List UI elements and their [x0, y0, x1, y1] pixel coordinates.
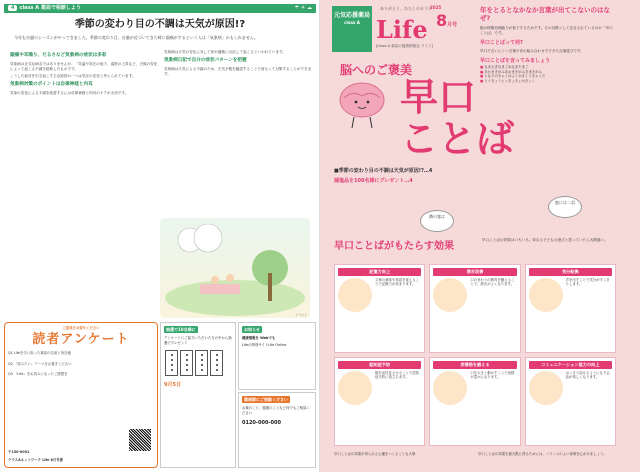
magazine-title: Life [376, 15, 428, 44]
list-item: ■ なまむぎなまごめなまたまご [480, 65, 616, 70]
survey-q3: Q3 「Life」をお読みになったご感想を [8, 372, 68, 377]
effect-card: 表情筋を鍛える 口を大きく動かすことで表情が豊かになります。 [429, 357, 520, 446]
qr-code-icon[interactable] [129, 429, 151, 451]
effect-card: コミュニケーション能力の向上 はっきり話せるようになり会話が楽しくなります。 [525, 357, 616, 446]
subhead-diary: 気象病日記で自分の症状パターンを把握 [164, 58, 247, 64]
brain-mascot-icon [334, 76, 390, 132]
tongue-twister-list [480, 65, 616, 83]
survey-intro: ご意見をお寄せください [62, 326, 100, 330]
illus-credit: イラスト [295, 312, 307, 317]
article-column-2 [164, 50, 314, 215]
paragraph: 気象病は正式な病名ではありませんが、「気温や気圧の低下、湿度の上昇など、天候の変化によって起こる不調を総称したものです。 [10, 61, 158, 71]
subhead-symptoms: 頭痛や耳鳴り、だるさなど気象病の症状は多彩 [10, 53, 107, 58]
present-title: 抽選で10名様に [166, 327, 196, 332]
survey-q1: Q1 Lifeを手に取った薬局の名前と所在地 [8, 351, 71, 356]
footer-notes [334, 452, 616, 457]
month-number: 8月号 [436, 11, 458, 30]
present-text: アンケートにご協力いただいた方の中から抽選でプレゼント [164, 336, 232, 345]
cover-title-1: 早口 [400, 74, 477, 119]
sidebar-body: 脳の情報処理能力が低下するためです。その対策として注目されているのが「早口ことば」です。 [480, 25, 613, 35]
page-number: 4 [8, 5, 17, 11]
consult-box [238, 392, 316, 468]
teaser-2: 減塩品を100名様にプレゼント…4 [334, 178, 413, 184]
cover-kicker: 脳へのご褒美 [340, 63, 413, 77]
q2-heading: 早口ことばを言ってみましょう [480, 58, 551, 65]
notice-box [238, 322, 316, 390]
article-headline: 季節の変わり目の不調は天気が原因!? [74, 19, 246, 30]
effects-desc: 早口ことばの効果はいろいろ。単なる子どもの遊びと思っていたら大間違い。 [482, 238, 608, 242]
picnic-illustration [160, 218, 310, 318]
effect-card: 認知症予防 脳を活性化させることで認知症予防に役立ちます。 [334, 357, 425, 446]
survey-q2: Q2 「読みたい」テーマをお書きください [8, 361, 72, 366]
survey-address: 〒150-0001 [8, 450, 30, 455]
effect-card: 気分転換 声を出すことで気分がすっきりします。 [525, 264, 616, 353]
tagline: ありがとう、わたしのカラダ [380, 6, 432, 11]
reader-survey-box [4, 322, 158, 468]
section-bar [4, 4, 316, 13]
pharmacy-logo [332, 6, 372, 52]
consult-tel: 0120-000-000 [242, 419, 281, 426]
foot-note-2: 早口ことばの効果を最大限に得るためには、バランスのよい食事を心がけましょう。 [478, 452, 607, 456]
survey-footer: クラスAネットワーク Life 8月号係 [8, 458, 64, 463]
notice-title: お知らせ [244, 327, 260, 332]
list-item: ■ とうきょうとっきょきょかきょく [480, 79, 616, 84]
q1-body: 早口で言いにくい言葉や音の組み合わせでできた言葉遊びです。 [480, 49, 584, 54]
year: 2025 [430, 5, 442, 10]
foot-note-1: 早口ことばの効果が得られる土壌をつくることも大事 [334, 452, 416, 456]
paragraph: 気象の変化による不調を改善するには自律神経と内耳のケアが大切です。 [10, 90, 129, 95]
notice-label: 健康情報を Webでも [242, 336, 276, 341]
cover-title-2: ことば [400, 116, 515, 161]
teaser-1: ■季節の変わり目の不調は天気が原因!?…4 [334, 168, 433, 174]
issue-note: [class A 薬局の健康情報誌 ライフ] [376, 44, 433, 48]
notice-text: Lifeの特別サイトLife Online [242, 342, 287, 347]
list-item: ■ あかまきがみあおまきがみきまきがみ [480, 70, 616, 75]
present-deadline: 9月5日 [164, 382, 181, 389]
effect-card: 記憶力向上 文章の意味や単語を覚えることで記憶力が高まります。 [334, 264, 425, 353]
article-column-1 [10, 50, 160, 320]
dominoes-image [164, 349, 232, 379]
paragraph: 気象病は天気の変化に対して体が過敏に反応して起こるといわれています。 [164, 50, 286, 54]
cover-teasers [334, 168, 474, 185]
paragraph: 気象病は天気による不調のため、天気予報を確認することで前もって対策することができます。 [164, 66, 312, 77]
consult-text: お薬のこと、健康のことなど何でもご相談ください [242, 406, 310, 415]
q1-heading: 早口ことばって何? [480, 39, 523, 46]
intro-sidebar [480, 6, 616, 246]
speech-bubble: 隣の客は [420, 210, 454, 232]
article-lede: 今年も台風のシーズンがやってきました。季節の変わり目、台風が近づいてきた時に頭痛がするという人は「気象病」かもしれません。 [14, 35, 259, 40]
logo-sub: class A [344, 20, 360, 26]
survey-title: 読者アンケート [32, 331, 130, 347]
present-box [160, 322, 236, 468]
paragraph: こうした症状を引き起こす主な原因の一つは気圧の変化と考えられています。 [10, 74, 136, 79]
subhead-points: 気象病対策のポイントは自律神経と内耳 [10, 82, 93, 88]
effect-card: 滑舌改善 口のまわりの筋肉を鍛えることで、滑舌がよくなります。 [429, 264, 520, 353]
weather-icons: ☂ ☀ ☁ [294, 5, 312, 12]
effects-grid [334, 264, 616, 446]
consult-title: 薬剤師にご相談ください [244, 397, 288, 402]
sidebar-heading: 年をとるとなかなか言葉が出てこないのはなぜ? [480, 6, 610, 23]
effects-heading: 早口ことばがもたらす効果 [334, 241, 454, 252]
list-item: ■ となりのきゃくはよくかきくうきゃくだ [480, 74, 616, 79]
section-label: class A 薬局で相談しよう [19, 5, 81, 12]
logo-text: 元気応援薬局 [333, 12, 370, 19]
speech-bubble: 庭には二羽 [548, 196, 582, 218]
